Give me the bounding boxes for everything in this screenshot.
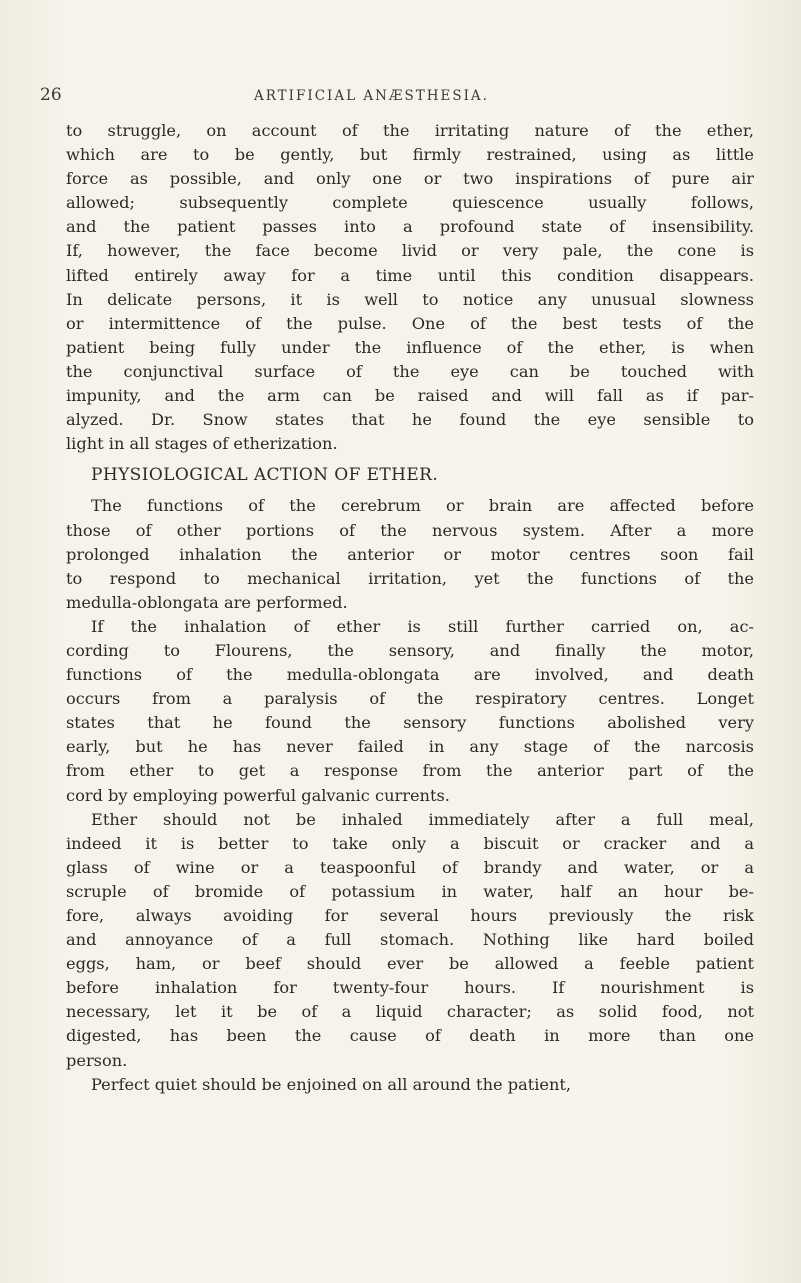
text-line: impunity, and the arm can be raised and will fall as if par- (66, 386, 754, 406)
text-line: cording to Flourens, the sensory, and finally the motor, (66, 640, 754, 660)
text-line: before inhalation for twenty-four hours. If nourishment is (66, 978, 754, 998)
text-line: and annoyance of a full stomach. Nothing like hard boiled (66, 930, 754, 950)
text-line: digested, has been the cause of death in more than one (66, 1026, 754, 1046)
text-line: In delicate persons, it is well to notice any unusual slowness (66, 289, 754, 309)
text-line: states that he found the sensory functions abolished very (66, 713, 754, 733)
text-line: early, but he has never failed in any stage of the narcosis (66, 737, 754, 757)
text-line: necessary, let it be of a liquid character; as solid food, not (66, 1002, 754, 1022)
paragraph-1 (66, 119, 754, 456)
text-line: functions of the medulla-oblongata are involved, and death (66, 665, 754, 685)
text-line: which are to be gently, but firmly restrained, using as little (66, 145, 754, 165)
text-line: patient being fully under the influence of the ether, is when (66, 337, 754, 357)
body-text (66, 119, 754, 1097)
text-line: Ether should not be inhaled immediately after a full meal, (91, 809, 754, 829)
text-line: The functions of the cerebrum or brain are affected before (91, 496, 754, 516)
section-heading: PHYSIOLOGICAL ACTION OF ETHER. (91, 465, 439, 486)
text-line: eggs, ham, or beef should ever be allowed a feeble patient (66, 954, 754, 974)
text-line: to respond to mechanical irritation, yet the functions of the (66, 568, 754, 588)
text-line: glass of wine or a teaspoonful of brandy and water, or a (66, 857, 754, 877)
text-line: medulla-oblongata are performed. (66, 592, 348, 612)
text-line: from ether to get a response from the anterior part of the (66, 761, 754, 781)
text-line: scruple of bromide of potassium in water, half an hour be- (66, 881, 754, 901)
text-line: prolonged inhalation the anterior or motor centres soon fail (66, 544, 754, 564)
text-line: alyzed. Dr. Snow states that he found the eye sensible to (66, 410, 754, 430)
running-title: ARTIFICIAL ANÆSTHESIA. (254, 88, 489, 104)
paragraph-3 (66, 615, 754, 808)
text-line: the conjunctival surface of the eye can be touched with (66, 361, 754, 381)
paragraph-5 (66, 1073, 754, 1097)
text-line: occurs from a paralysis of the respiratory centres. Longet (66, 689, 754, 709)
text-line: and the patient passes into a profound state of insensibility. (66, 217, 754, 237)
paragraph-4 (66, 808, 754, 1073)
text-line: light in all stages of etherization. (66, 434, 338, 454)
page-number: 26 (40, 85, 62, 105)
text-line: lifted entirely away for a time until this condition disappears. (66, 265, 754, 285)
text-line: Perfect quiet should be enjoined on all around the patient, (91, 1074, 572, 1094)
text-line: person. (66, 1050, 128, 1070)
text-line: cord by employing powerful galvanic currents. (66, 785, 450, 805)
text-line: indeed it is better to take only a biscuit or cracker and a (66, 833, 754, 853)
text-line: fore, always avoiding for several hours previously the risk (66, 906, 754, 925)
paragraph-2 (66, 494, 754, 614)
text-line: allowed; subsequently complete quiescence usually follows, (66, 193, 754, 213)
text-line: If the inhalation of ether is still further carried on, ac- (91, 616, 754, 636)
text-line: force as possible, and only one or two inspirations of pure air (66, 169, 754, 189)
text-line: to struggle, on account of the irritating nature of the ether, (66, 121, 754, 140)
text-line: those of other portions of the nervous system. After a more (66, 520, 754, 540)
text-line: or intermittence of the pulse. One of the best tests of the (66, 313, 754, 333)
text-line: If, however, the face become livid or very pale, the cone is (66, 241, 754, 261)
